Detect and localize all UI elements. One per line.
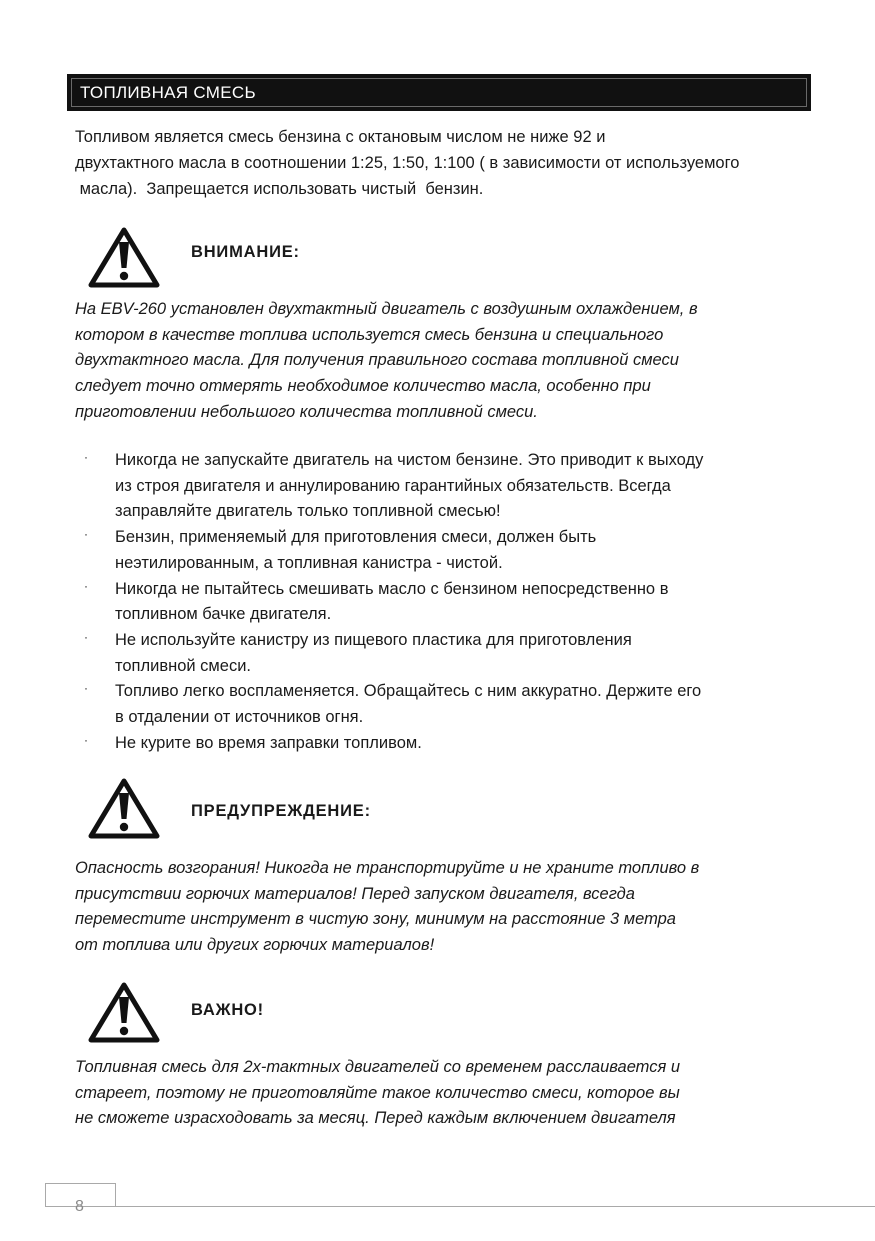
- text-line: стареет, поэтому не приготовляйте такое количество смеси, которое вы: [75, 1083, 680, 1102]
- bullet-marker: ·: [84, 450, 88, 464]
- text-line: заправляйте двигатель только топливной смесью!: [115, 502, 501, 521]
- text-line: присутствии горючих материалов! Перед запуском двигателя, всегда: [75, 884, 635, 903]
- text-line: Никогда не запускайте двигатель на чистом бензине. Это приводит к выходу: [115, 451, 704, 469]
- text-line: из строя двигателя и аннулированию гарантийных обязательств. Всегда: [115, 476, 671, 495]
- text-line: Никогда не пытайтесь смешивать масло с бензином непосредственно в: [115, 579, 669, 598]
- text-line: от топлива или других горючих материалов!: [75, 936, 435, 955]
- important-title: ВАЖНО!: [191, 1001, 264, 1019]
- caution-text: [75, 856, 820, 959]
- text-line: переместите инструмент в чистую зону, минимум на расстояние 3 метра: [75, 910, 676, 929]
- text-line: не сможете израсходовать за месяц. Перед каждым включением двигателя: [75, 1109, 676, 1128]
- text-line: топливной смеси.: [115, 656, 252, 675]
- text-line: Топливом является смесь бензина с октановым числом не ниже 92 и: [75, 128, 606, 146]
- bullet-list: [0, 448, 875, 756]
- text-line: топливном бачке двигателя.: [115, 605, 332, 624]
- text-line: Топливо легко воспламеняется. Обращайтесь с ним аккуратно. Держите его: [115, 682, 702, 701]
- bullet-marker: ·: [84, 527, 88, 542]
- section-header: [67, 74, 811, 111]
- text-line: Не курите во время заправки топливом.: [115, 733, 422, 752]
- footer-divider: [45, 1206, 875, 1207]
- text-line: масла). Запрещается использовать чистый бензин.: [75, 180, 484, 198]
- bullet-marker: ·: [84, 578, 88, 593]
- bullet-marker: ·: [84, 681, 88, 696]
- important-text: [75, 1055, 820, 1132]
- bullet-marker: ·: [84, 629, 88, 644]
- page-number: 8: [75, 1198, 84, 1215]
- list-item: [0, 525, 875, 576]
- list-item: [0, 448, 875, 525]
- text-line: приготовлении небольшого количества топливной смеси.: [75, 402, 538, 421]
- text-line: в отдалении от источников огня.: [115, 708, 364, 727]
- text-line: На EBV-260 установлен двухтактный двигатель с воздушным охлаждением, в: [75, 300, 698, 318]
- text-line: двухтактного масла в соотношении 1:25, 1:50, 1:100 ( в зависимости от используемого: [75, 154, 740, 172]
- section-title: ТОПЛИВНАЯ СМЕСЬ: [71, 78, 807, 107]
- attention-title: ВНИМАНИЕ:: [191, 243, 300, 261]
- text-line: неэтилированным, а топливная канистра - чистой.: [115, 553, 503, 572]
- warning-triangle-icon: [86, 776, 162, 842]
- text-line: двухтактного масла. Для получения правильного состава топливной смеси: [75, 351, 679, 370]
- attention-text: [75, 297, 820, 426]
- text-line: следует точно отмерять необходимое количество масла, особенно при: [75, 377, 651, 396]
- list-item: [0, 628, 875, 679]
- text-line: котором в качестве топлива используется смесь бензина и специального: [75, 325, 664, 344]
- warning-triangle-icon: [86, 980, 162, 1046]
- text-line: Топливная смесь для 2х-тактных двигателей со временем расслаивается и: [75, 1058, 681, 1076]
- list-item: [0, 679, 875, 730]
- list-item: [0, 731, 875, 757]
- intro-paragraph: [75, 124, 820, 202]
- warning-triangle-icon: [86, 225, 162, 291]
- caution-title: ПРЕДУПРЕЖДЕНИЕ:: [191, 802, 371, 820]
- text-line: Опасность возгорания! Никогда не транспортируйте и не храните топливо в: [75, 859, 700, 877]
- bullet-marker: ·: [84, 732, 88, 747]
- list-item: [0, 577, 875, 628]
- text-line: Не используйте канистру из пищевого пластика для приготовления: [115, 630, 632, 649]
- text-line: Бензин, применяемый для приготовления смеси, должен быть: [115, 528, 597, 547]
